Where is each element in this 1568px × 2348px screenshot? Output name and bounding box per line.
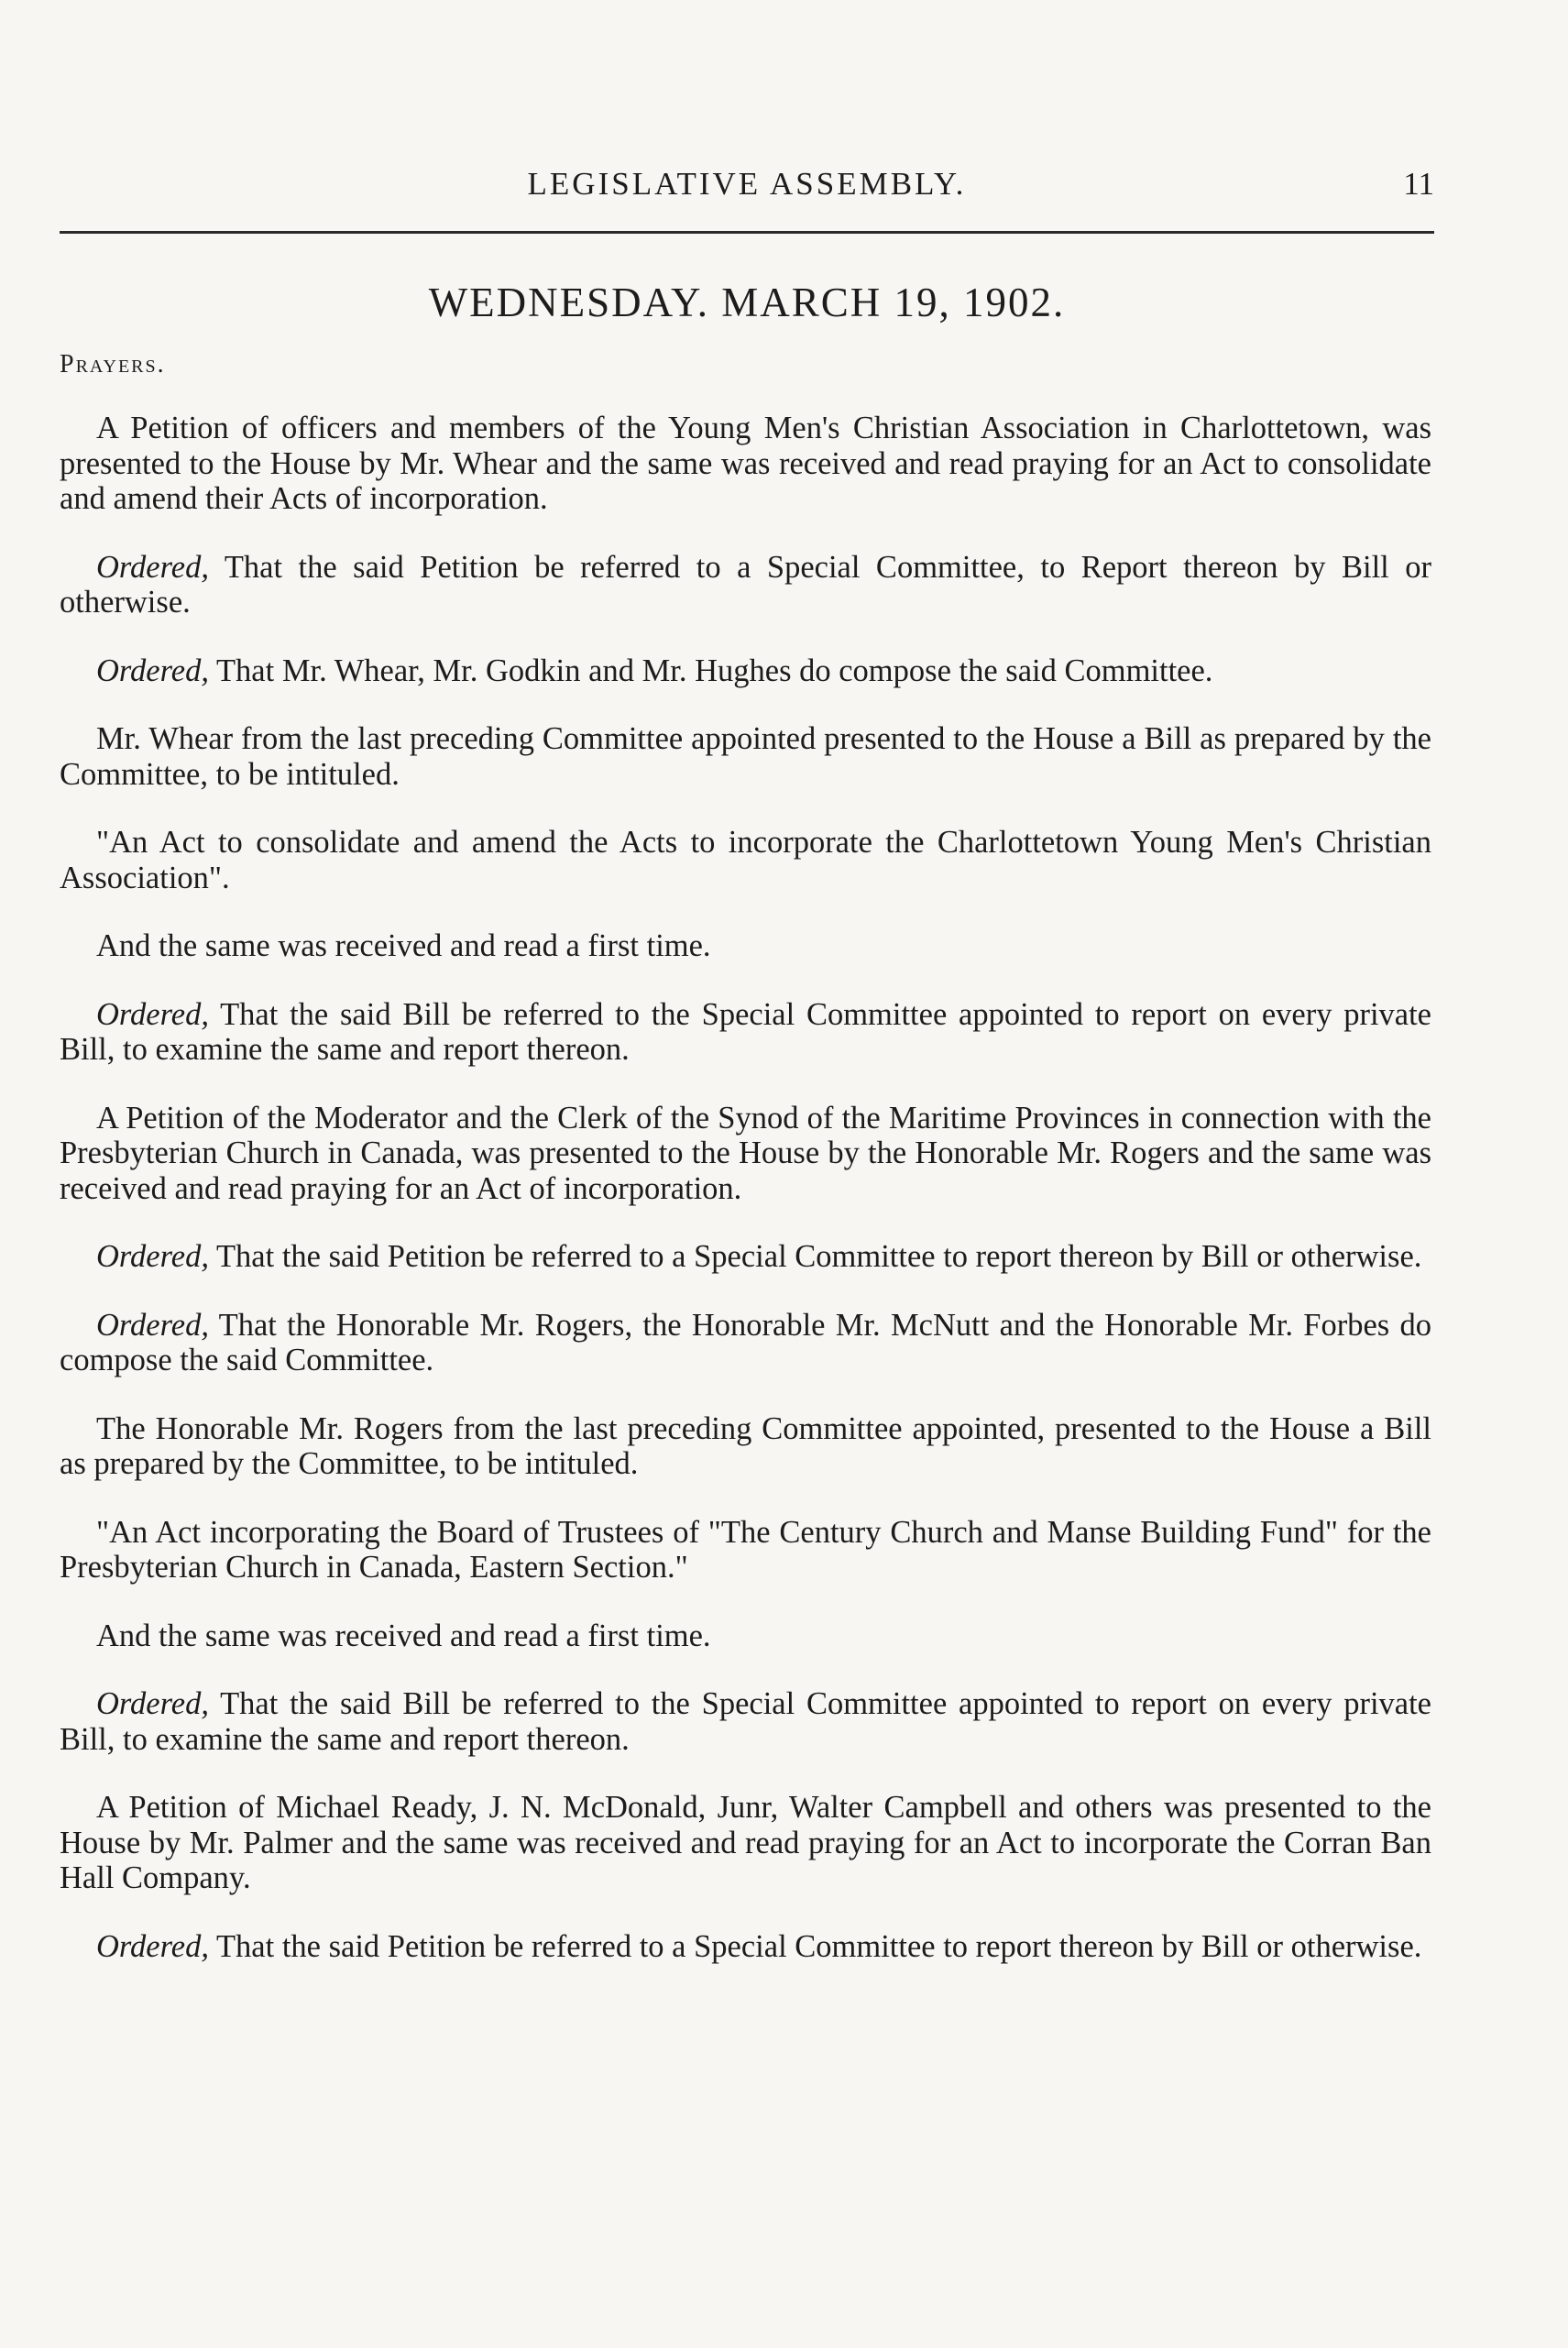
ordered-lead: Ordered, — [96, 1307, 209, 1343]
paragraph: Ordered, That the said Petition be referred to a Special Committee to report thereon by Bill or otherwise. — [96, 1928, 1422, 1964]
paragraph: And the same was received and read a first time. — [96, 1618, 711, 1653]
paragraph: Ordered, That the said Petition be referred to a Special Committee to report thereon by Bill or otherwise. — [96, 1239, 1422, 1274]
running-title: LEGISLATIVE ASSEMBLY. — [527, 166, 967, 202]
paragraph: A Petition of Michael Ready, J. N. McDonald, Junr, Walter Campbell and others was presented to the House by Mr. Palmer and the same was received and read praying for an Act to incorporate the Corran Ban Hall Company. — [60, 1790, 1431, 1895]
prayers-label: Prayers. — [60, 350, 166, 379]
paragraph: A Petition of officers and members of the Young Men's Christian Association in Charlottetown, was presented to the House by Mr. Whear and the same was received and read praying for an Act to consolidate and amend their Acts of incorporation. — [60, 411, 1431, 516]
ordered-lead: Ordered, — [96, 653, 209, 688]
paragraph: Ordered, That the said Bill be referred to the Special Committee appointed to report on every private Bill, to examine the same and report thereon. — [60, 1686, 1431, 1757]
paragraph: "An Act incorporating the Board of Trustees of "The Century Church and Manse Building Fund" for the Presbyterian Church in Canada, Eastern Section." — [60, 1514, 1431, 1585]
running-head — [60, 161, 1434, 207]
header-rule — [60, 231, 1434, 234]
paragraph: Ordered, That the Honorable Mr. Rogers, the Honorable Mr. McNutt and the Honorable Mr. Forbes do compose the said Committee. — [60, 1307, 1431, 1377]
ordered-lead: Ordered, — [96, 996, 209, 1032]
date-heading: WEDNESDAY. MARCH 19, 1902. — [428, 280, 1066, 325]
paragraph: A Petition of the Moderator and the Clerk of the Synod of the Maritime Provinces in connection with the Presbyterian Church in Canada, was presented to the House by the Honorable Mr. Rogers and the same was received and read praying for an Act of incorporation. — [60, 1100, 1431, 1206]
ordered-lead: Ordered, — [96, 549, 209, 585]
paragraph: Ordered, That the said Bill be referred to the Special Committee appointed to report on every private Bill, to examine the same and report thereon. — [60, 996, 1431, 1067]
paragraph: And the same was received and read a first time. — [96, 928, 711, 963]
paragraph: "An Act to consolidate and amend the Acts to incorporate the Charlottetown Young Men's Christian Association". — [60, 825, 1431, 895]
page-number: 11 — [1403, 166, 1434, 202]
paragraph: Mr. Whear from the last preceding Committee appointed presented to the House a Bill as prepared by the Committee, to be intituled. — [60, 721, 1431, 792]
proceedings-body — [60, 411, 1431, 1997]
paragraph: The Honorable Mr. Rogers from the last preceding Committee appointed, presented to the House a Bill as prepared by the Committee, to be intituled. — [60, 1410, 1431, 1481]
ordered-lead: Ordered, — [96, 1928, 209, 1964]
ordered-lead: Ordered, — [96, 1239, 209, 1274]
paragraph: Ordered, That the said Petition be referred to a Special Committee, to Report thereon by Bill or otherwise. — [60, 549, 1431, 620]
ordered-lead: Ordered, — [96, 1686, 209, 1721]
paragraph: Ordered, That Mr. Whear, Mr. Godkin and Mr. Hughes do compose the said Committee. — [96, 653, 1213, 688]
